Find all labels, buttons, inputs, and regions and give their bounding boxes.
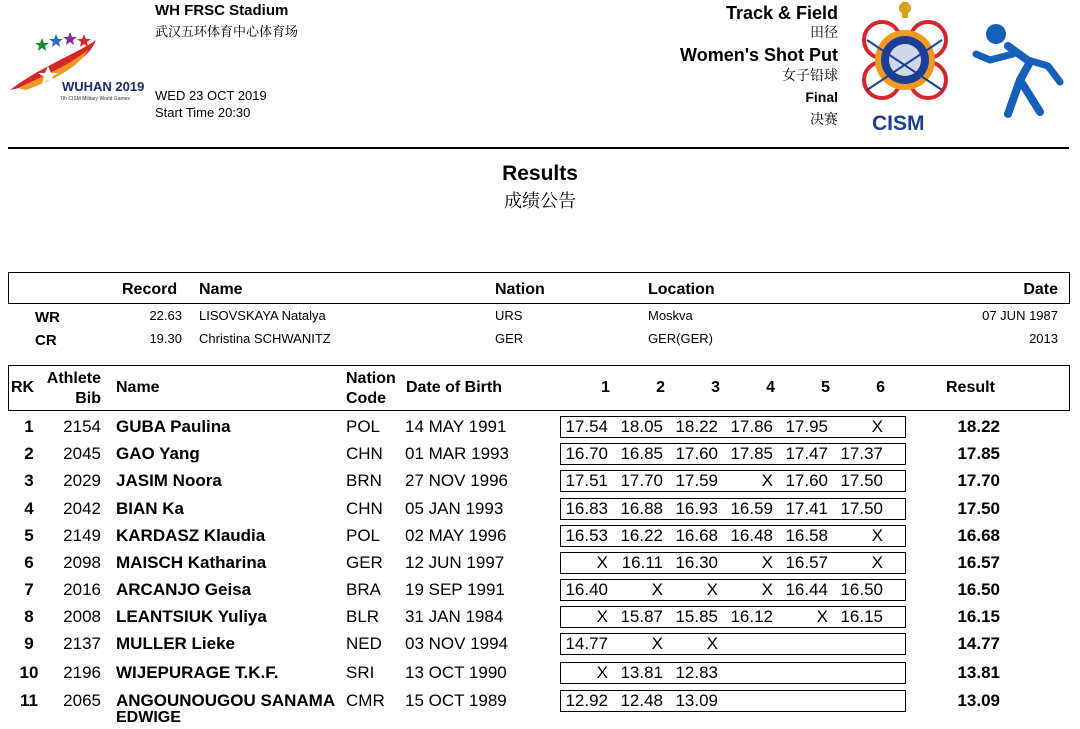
result-cell: 16.68 <box>957 526 1000 545</box>
col-attempt-4: 4 <box>766 379 775 396</box>
attempt-cell: 17.60 <box>785 471 828 490</box>
result-cell: 16.57 <box>957 553 1000 572</box>
cism-logo-text: CISM <box>872 112 925 135</box>
attempt-cell: 13.81 <box>620 663 663 682</box>
results-header-box <box>8 365 1070 411</box>
athlete-name-cell: ANGOUNOUGOU SANAMA <box>116 691 336 710</box>
record-date: 07 JUN 1987 <box>982 308 1058 323</box>
athlete-name-cell: ARCANJO Geisa <box>116 580 252 599</box>
nation-code-cell: CHN <box>346 499 383 518</box>
table-row <box>0 443 1080 470</box>
attempt-cell: 16.59 <box>730 499 773 518</box>
attempt-cell: 17.85 <box>730 444 773 463</box>
attempt-cell: X <box>816 607 828 626</box>
attempt-cell: 17.59 <box>675 471 718 490</box>
logo-subtitle: 7th CISM Military World Games <box>60 96 130 102</box>
attempt-cell: 16.15 <box>840 607 883 626</box>
attempt-cell: 16.85 <box>620 444 663 463</box>
rank-cell: 10 <box>19 663 39 682</box>
bib-cell: 2098 <box>63 553 101 572</box>
attempt-cell: X <box>761 471 773 490</box>
attempt-cell: 14.77 <box>565 634 608 653</box>
table-row <box>0 606 1080 633</box>
nation-code-cell: SRI <box>346 663 375 682</box>
attempt-cell: 17.86 <box>730 417 773 436</box>
athlete-name-cell: BIAN Ka <box>116 499 185 518</box>
date-of-birth-cell: 02 MAY 1996 <box>405 526 507 545</box>
date-of-birth-cell: 01 MAR 1993 <box>405 444 509 463</box>
record-holder: Christina SCHWANITZ <box>199 331 331 346</box>
phase-title: Final <box>805 89 838 105</box>
attempt-cell: 13.09 <box>675 691 718 710</box>
attempt-cell: 16.57 <box>785 553 828 572</box>
nation-code-cell: BRA <box>346 580 381 599</box>
date-of-birth-cell: 27 NOV 1996 <box>405 471 509 490</box>
attempt-cell: 17.50 <box>840 499 883 518</box>
bib-cell: 2045 <box>63 444 101 463</box>
nation-code-cell: GER <box>346 553 383 572</box>
bib-cell: 2196 <box>63 663 101 682</box>
result-cell: 17.70 <box>957 471 1000 490</box>
attempt-cell: 16.22 <box>620 526 663 545</box>
bib-cell: 2008 <box>63 607 101 626</box>
attempt-cell: 16.70 <box>565 444 608 463</box>
attempt-cell: 17.41 <box>785 499 828 518</box>
rank-cell: 3 <box>24 471 34 490</box>
attempt-cell: X <box>871 553 883 572</box>
attempt-cell: 15.85 <box>675 607 718 626</box>
col-name: Name <box>116 379 160 396</box>
attempt-cell: 16.30 <box>675 553 718 572</box>
attempt-cell: 15.87 <box>620 607 663 626</box>
attempt-cell: 12.83 <box>675 663 718 682</box>
record-value: 19.30 <box>149 331 182 346</box>
records-col-location: Location <box>648 281 715 298</box>
table-row <box>0 525 1080 552</box>
logo-title: WUHAN 2019 <box>62 79 145 94</box>
attempt-cell: X <box>871 526 883 545</box>
attempt-cell: 16.93 <box>675 499 718 518</box>
attempt-cell: 16.83 <box>565 499 608 518</box>
attempt-cell: 16.12 <box>730 607 773 626</box>
attempt-cell: 17.51 <box>565 471 608 490</box>
athlete-name-cell: WIJEPURAGE T.K.F. <box>116 663 279 682</box>
attempt-cell: 16.50 <box>840 580 883 599</box>
date-of-birth-cell: 05 JAN 1993 <box>405 499 504 518</box>
event-title-cn: 女子铅球 <box>782 67 838 83</box>
rank-cell: 6 <box>24 553 34 572</box>
bib-cell: 2042 <box>63 499 101 518</box>
table-row <box>0 690 1080 726</box>
rank-cell: 9 <box>24 634 34 653</box>
records-col-nation: Nation <box>495 281 545 298</box>
table-row <box>0 662 1080 689</box>
attempt-cell: X <box>706 634 718 653</box>
result-cell: 17.85 <box>957 444 1000 463</box>
date-of-birth-cell: 31 JAN 1984 <box>405 607 504 626</box>
result-cell: 13.09 <box>957 691 1000 710</box>
bib-cell: 2065 <box>63 691 101 710</box>
attempt-cell: 16.58 <box>785 526 828 545</box>
col-attempt-6: 6 <box>876 379 885 396</box>
header-divider <box>8 147 1069 149</box>
table-row <box>0 470 1080 497</box>
attempt-cell: 16.44 <box>785 580 828 599</box>
col-attempt-2: 2 <box>656 379 665 396</box>
attempt-cell: 16.53 <box>565 526 608 545</box>
athlete-name-cell: LEANTSIUK Yuliya <box>116 607 267 626</box>
result-cell: 13.81 <box>957 663 1000 682</box>
date-of-birth-cell: 12 JUN 1997 <box>405 553 505 572</box>
rank-cell: 8 <box>24 607 34 626</box>
attempt-cell: 17.95 <box>785 417 828 436</box>
start-time: Start Time 20:30 <box>155 105 251 120</box>
record-location: GER(GER) <box>648 331 713 346</box>
nation-code-cell: CHN <box>346 444 383 463</box>
athlete-name-cell: JASIM Noora <box>116 471 222 490</box>
record-location: Moskva <box>648 308 693 323</box>
attempt-cell: X <box>706 580 718 599</box>
athlete-name-cell: KARDASZ Klaudia <box>116 526 266 545</box>
date-of-birth-cell: 13 OCT 1990 <box>405 663 507 682</box>
venue-name-cn: 武汉五环体育中心体育场 <box>155 24 299 39</box>
record-type: WR <box>35 309 60 326</box>
rank-cell: 5 <box>24 526 34 545</box>
date-of-birth-cell: 15 OCT 1989 <box>405 691 507 710</box>
record-date: 2013 <box>1029 331 1058 346</box>
record-type: CR <box>35 332 57 349</box>
page-title: Results <box>502 162 578 185</box>
col-code-line1: Nation <box>346 370 396 387</box>
col-bib-line2: Bib <box>75 390 101 407</box>
date-of-birth-cell: 14 MAY 1991 <box>405 417 507 436</box>
col-rank: RK <box>11 379 35 396</box>
nation-code-cell: POL <box>346 526 381 545</box>
record-holder: LISOVSKAYA Natalya <box>199 308 326 323</box>
nation-code-cell: POL <box>346 417 381 436</box>
nation-code-cell: BRN <box>346 471 382 490</box>
athlete-name-cell: MAISCH Katharina <box>116 553 267 572</box>
result-cell: 17.50 <box>957 499 1000 518</box>
bib-cell: 2154 <box>63 417 101 436</box>
record-nation: GER <box>495 331 524 346</box>
attempt-cell: 16.88 <box>620 499 663 518</box>
attempt-cell: X <box>651 634 663 653</box>
record-value: 22.63 <box>149 308 182 323</box>
records-col-date: Date <box>1023 281 1058 298</box>
attempt-cell: 18.22 <box>675 417 718 436</box>
result-cell: 18.22 <box>957 417 1000 436</box>
attempt-cell: X <box>761 580 773 599</box>
col-result: Result <box>946 379 995 396</box>
col-bib-line1: Athlete <box>46 370 101 387</box>
attempt-cell: 16.48 <box>730 526 773 545</box>
attempt-cell: 12.92 <box>565 691 608 710</box>
athlete-name-cell: MULLER Lieke <box>116 634 236 653</box>
attempt-cell: X <box>596 553 608 572</box>
attempt-cell: 17.60 <box>675 444 718 463</box>
attempt-cell: X <box>596 607 608 626</box>
venue-name: WH FRSC Stadium <box>155 2 289 19</box>
nation-code-cell: CMR <box>346 691 385 710</box>
date-of-birth-cell: 03 NOV 1994 <box>405 634 509 653</box>
sport-title-cn: 田径 <box>810 24 838 40</box>
nation-code-cell: NED <box>346 634 382 653</box>
attempt-cell: X <box>761 553 773 572</box>
attempt-cell: 17.47 <box>785 444 828 463</box>
attempt-cell: 17.54 <box>565 417 608 436</box>
col-dob: Date of Birth <box>406 379 502 396</box>
result-cell: 16.15 <box>957 607 1000 626</box>
rank-cell: 2 <box>24 444 34 463</box>
record-nation: URS <box>495 308 523 323</box>
athlete-name-cell-line2: EDWIGE <box>116 709 181 726</box>
table-row <box>0 579 1080 606</box>
shot-put-pictogram-icon <box>968 20 1068 120</box>
page-title-cn: 成绩公告 <box>504 191 576 211</box>
sport-title: Track & Field <box>725 3 838 23</box>
date-of-birth-cell: 19 SEP 1991 <box>405 580 505 599</box>
attempt-cell: 17.50 <box>840 471 883 490</box>
bib-cell: 2016 <box>63 580 101 599</box>
bib-cell: 2149 <box>63 526 101 545</box>
attempt-cell: 16.40 <box>565 580 608 599</box>
rank-cell: 7 <box>24 580 34 599</box>
attempt-cell: 17.37 <box>840 444 883 463</box>
athlete-name-cell: GAO Yang <box>116 444 200 463</box>
table-row <box>0 416 1080 443</box>
bib-cell: 2137 <box>63 634 101 653</box>
table-row <box>0 498 1080 525</box>
bib-cell: 2029 <box>63 471 101 490</box>
attempt-cell: X <box>651 580 663 599</box>
attempt-cell: 18.05 <box>620 417 663 436</box>
athlete-name-cell: GUBA Paulina <box>116 417 231 436</box>
table-row <box>0 552 1080 579</box>
attempt-cell: 12.48 <box>620 691 663 710</box>
col-attempt-3: 3 <box>711 379 720 396</box>
rank-cell: 4 <box>24 499 34 518</box>
result-cell: 16.50 <box>957 580 1000 599</box>
attempt-cell: X <box>596 663 608 682</box>
attempt-cell: 17.70 <box>620 471 663 490</box>
records-col-name: Name <box>199 281 243 298</box>
col-code-line2: Code <box>346 390 386 407</box>
attempt-cell: X <box>871 417 883 436</box>
records-col-record: Record <box>122 281 178 298</box>
nation-code-cell: BLR <box>346 607 380 626</box>
col-attempt-5: 5 <box>821 379 830 396</box>
rank-cell: 11 <box>20 691 38 710</box>
event-date: WED 23 OCT 2019 <box>155 88 267 103</box>
attempt-cell: 16.11 <box>621 553 663 572</box>
result-cell: 14.77 <box>957 634 1000 653</box>
table-row <box>0 633 1080 660</box>
col-attempt-1: 1 <box>601 379 610 396</box>
event-title: Women's Shot Put <box>680 45 838 65</box>
attempt-cell: 16.68 <box>675 526 718 545</box>
rank-cell: 1 <box>24 417 34 436</box>
phase-title-cn: 决赛 <box>810 111 838 127</box>
